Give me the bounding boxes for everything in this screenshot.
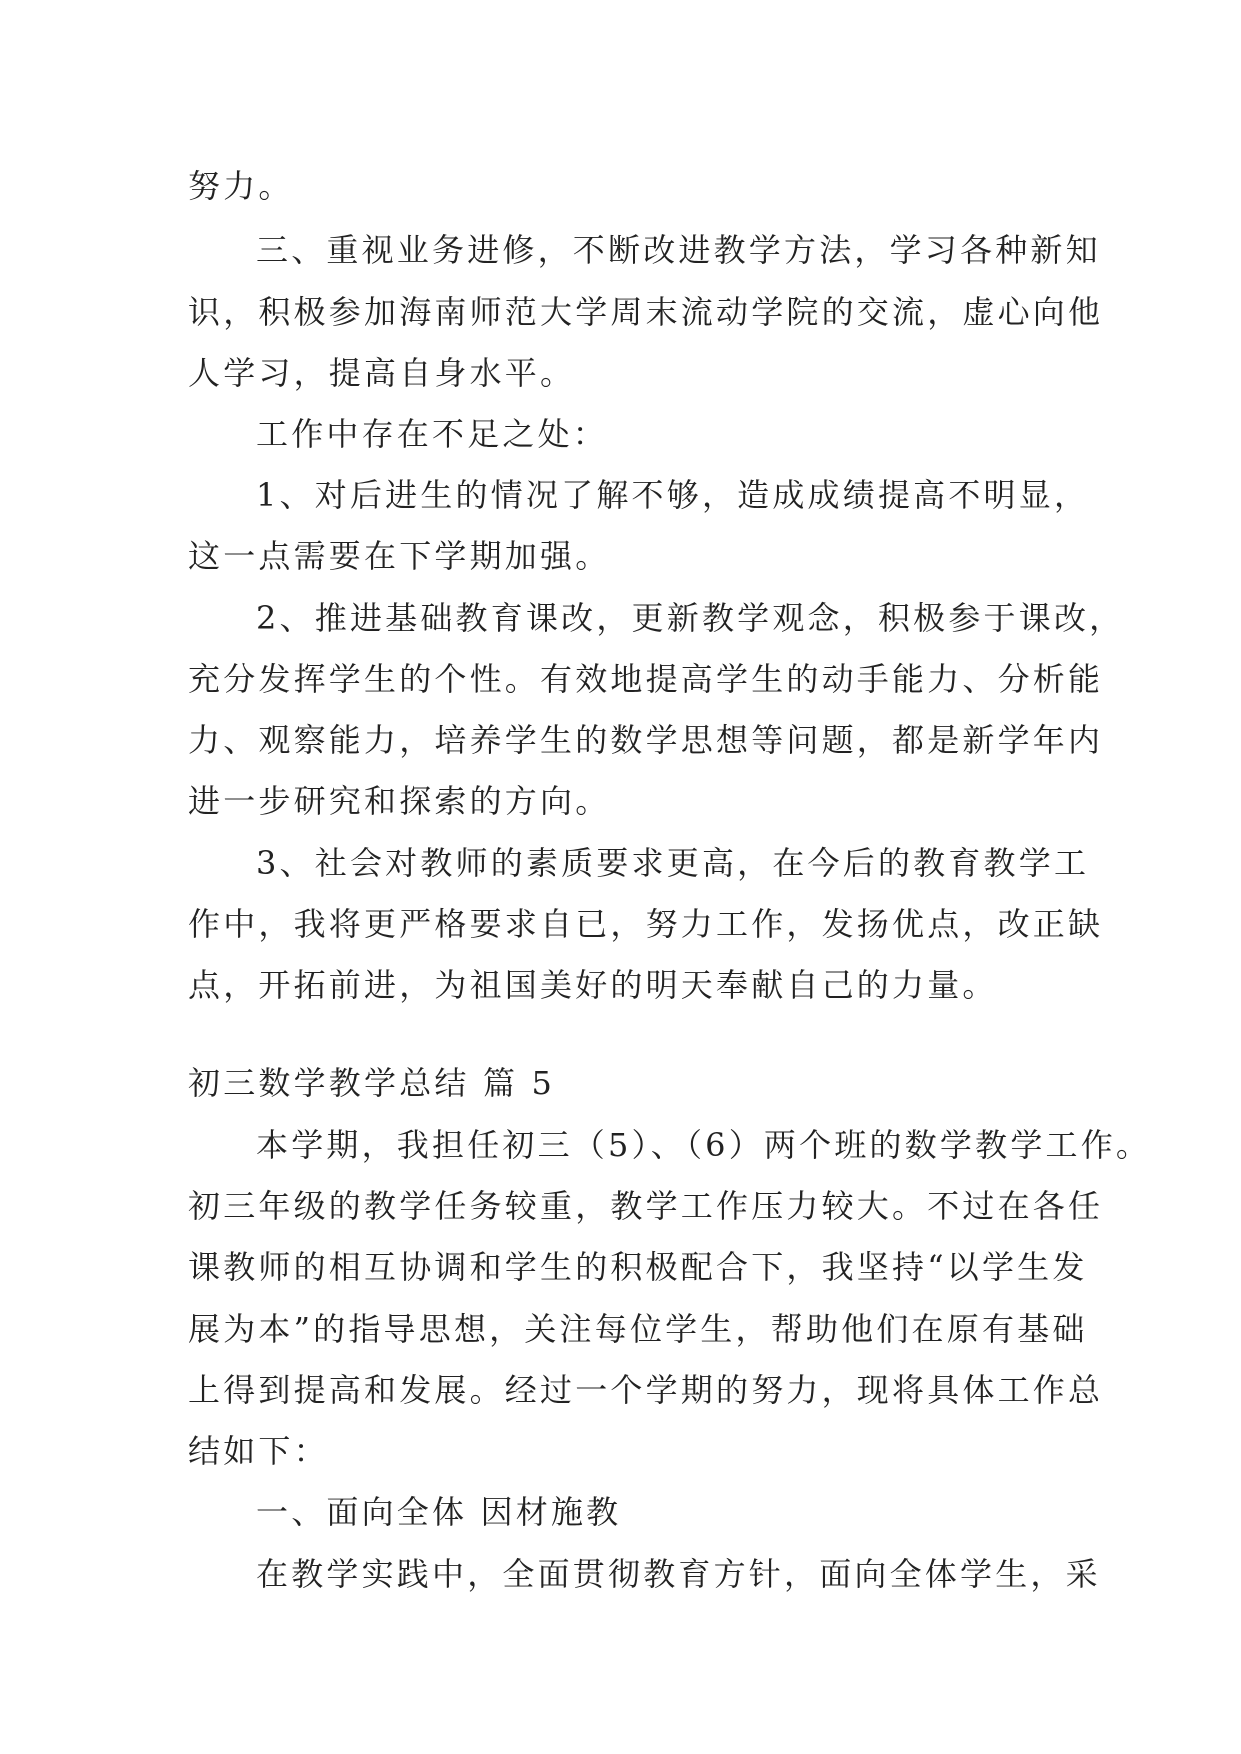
paragraph-line: 2、推进基础教育课改，更新教学观念，积极参于课改， <box>256 599 1125 637</box>
paragraph-line: 识，积极参加海南师范大学周末流动学院的交流，虚心向他 <box>188 293 1104 331</box>
paragraph-line: 充分发挥学生的个性。有效地提高学生的动手能力、分析能 <box>188 660 1104 698</box>
paragraph-line: 结如下： <box>188 1432 329 1470</box>
subheading-line: 一、面向全体 因材施教 <box>256 1493 622 1531</box>
paragraph-line: 工作中存在不足之处： <box>256 415 609 453</box>
paragraph-line: 三、重视业务进修，不断改进教学方法，学习各种新知 <box>256 231 1101 269</box>
paragraph-line: 上得到提高和发展。经过一个学期的努力，现将具体工作总 <box>188 1371 1104 1409</box>
paragraph-line: 在教学实践中，全面贯彻教育方针，面向全体学生，采 <box>256 1555 1101 1593</box>
paragraph-line: 点，开拓前进，为祖国美好的明天奉献自己的力量。 <box>188 966 998 1004</box>
paragraph-line: 展为本”的指导思想，关注每位学生，帮助他们在原有基础 <box>188 1310 1088 1348</box>
paragraph-line: 人学习，提高自身水平。 <box>188 354 576 392</box>
paragraph-line: 作中，我将更严格要求自已，努力工作，发扬优点，改正缺 <box>188 905 1104 943</box>
paragraph-line: 3、社会对教师的素质要求更高，在今后的教育教学工 <box>256 844 1090 882</box>
paragraph-line: 努力。 <box>188 167 294 205</box>
paragraph-line: 进一步研究和探索的方向。 <box>188 782 611 820</box>
paragraph-line: 这一点需要在下学期加强。 <box>188 537 611 575</box>
paragraph-line: 本学期，我担任初三（5）、（6）两个班的数学教学工作。 <box>256 1126 1152 1164</box>
paragraph-line: 1、对后进生的情况了解不够，造成成绩提高不明显， <box>256 476 1090 514</box>
paragraph-line: 力、观察能力，培养学生的数学思想等问题，都是新学年内 <box>188 721 1104 759</box>
paragraph-line: 初三年级的教学任务较重，教学工作压力较大。不过在各任 <box>188 1187 1104 1225</box>
section-heading: 初三数学教学总结 篇 5 <box>188 1064 556 1102</box>
paragraph-line: 课教师的相互协调和学生的积极配合下，我坚持“以学生发 <box>188 1248 1088 1286</box>
